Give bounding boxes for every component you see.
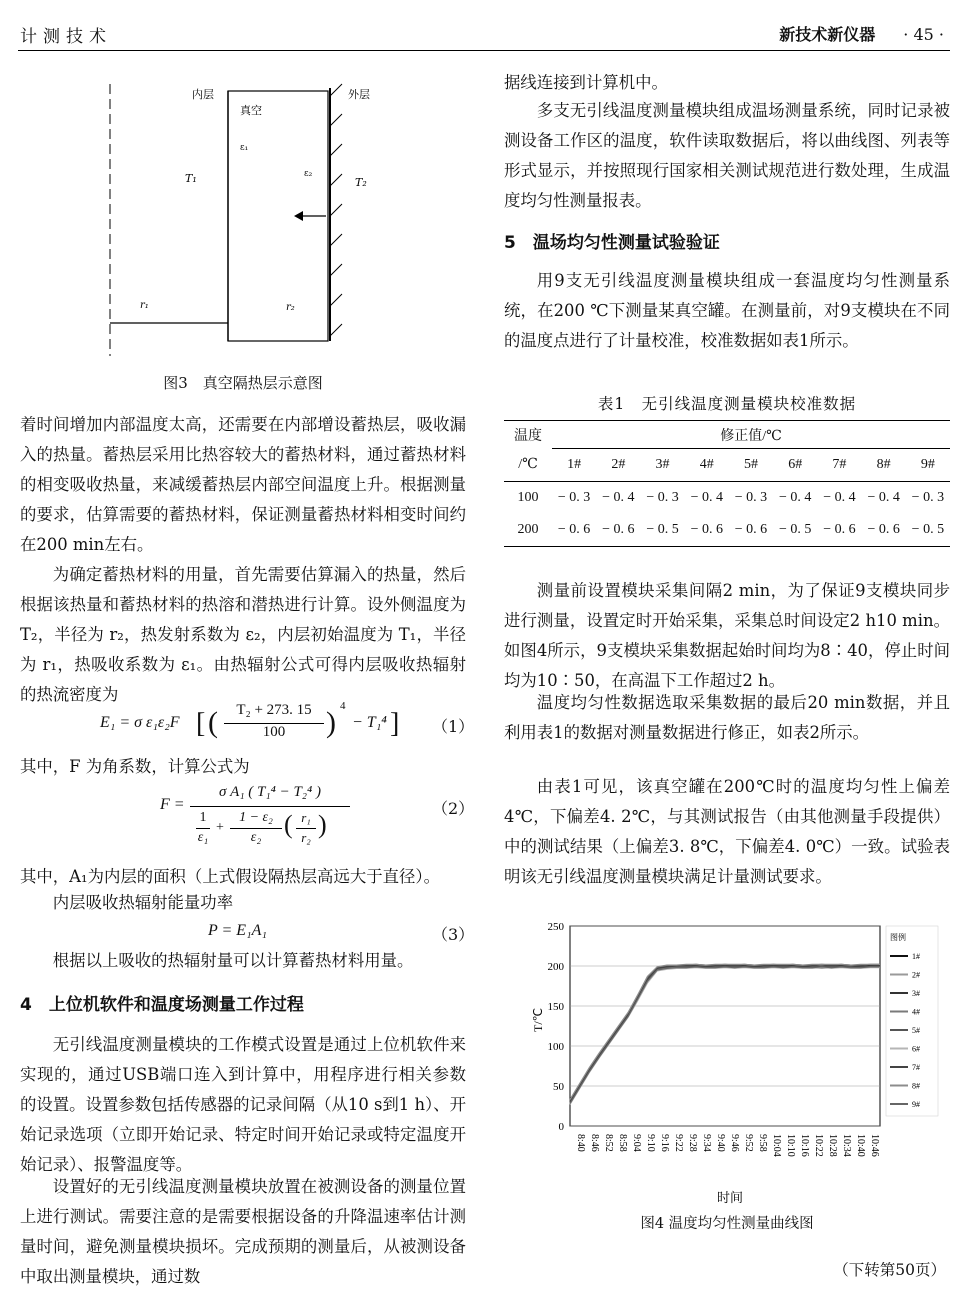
table-col-header: 7# bbox=[832, 456, 847, 472]
equation-3-number: （3） bbox=[432, 925, 475, 944]
right-paragraph-4: 测量前设置模块采集间隔2 min，为了保证9支模块同步进行测量，设置定时开始采集，采集总时间设定2 h10 min。如图4所示，9支模块采集数据起始时间均为8∶40，停止时间均为10∶50，在高温下工作超过2 h。 bbox=[504, 581, 950, 690]
x-tick-label: 10:40 bbox=[855, 1134, 866, 1157]
header-rule bbox=[18, 50, 950, 51]
table-cell: − 0. 4 bbox=[823, 489, 856, 505]
table-cell: − 0. 6 bbox=[734, 521, 768, 537]
table-cell: − 0. 5 bbox=[646, 521, 679, 537]
x-tick-label: 8:40 bbox=[575, 1134, 586, 1152]
legend-label: 2# bbox=[912, 970, 920, 980]
x-tick-label: 9:46 bbox=[729, 1134, 740, 1152]
legend-title: 图例 bbox=[890, 933, 906, 942]
table-row bbox=[504, 514, 950, 546]
x-tick-label: 9:16 bbox=[659, 1134, 670, 1152]
x-tick-label: 9:52 bbox=[743, 1134, 754, 1152]
table-cell: − 0. 6 bbox=[823, 521, 856, 537]
table-col-header: 3# bbox=[655, 456, 670, 472]
table-column-headers bbox=[504, 449, 950, 481]
left-paragraph-6: 根据以上吸收的热辐射量可以计算蓄热材料用量。 bbox=[52, 951, 414, 970]
label-e1: ε₁ bbox=[240, 143, 249, 153]
table-col-header: 9# bbox=[920, 456, 935, 472]
table-col-header: 6# bbox=[788, 456, 803, 472]
right-paragraph-3: 用9支无引线温度测量模块组成一套温度均匀性测量系统，在200 ℃下测量某真空罐。在测量前，对9支模块在不同的温度点进行了计量校准，校准数据如表1所示。 bbox=[504, 271, 950, 350]
table-row bbox=[504, 482, 950, 514]
x-tick-label: 10:46 bbox=[869, 1134, 880, 1157]
journal-name: 计测技术 bbox=[20, 27, 112, 47]
table-cell: − 0. 4 bbox=[602, 489, 635, 505]
x-tick-label: 10:28 bbox=[827, 1134, 838, 1157]
table-header-temp: 温度 /℃ bbox=[504, 421, 552, 481]
legend-label: 5# bbox=[912, 1026, 920, 1035]
plot-frame bbox=[570, 926, 880, 1126]
left-paragraph-4: 其中，A₁为内层的面积（上式假设隔热层高远大于直径）。 bbox=[20, 867, 440, 886]
x-tick-label: 9:10 bbox=[645, 1134, 656, 1152]
table-cell: − 0. 3 bbox=[646, 489, 679, 505]
series-line-6# bbox=[570, 968, 880, 1105]
x-tick-label: 8:46 bbox=[589, 1134, 600, 1152]
y-tick-label: 250 bbox=[547, 921, 564, 933]
calibration-table bbox=[504, 420, 950, 547]
x-tick-label: 10:34 bbox=[841, 1134, 852, 1157]
table-cell: − 0. 4 bbox=[867, 489, 900, 505]
table-header-correction: 修正值/℃ bbox=[552, 421, 950, 449]
section-5-heading: 5 温场均匀性测量试验验证 bbox=[504, 233, 720, 253]
equation-2-number: （2） bbox=[432, 799, 475, 818]
left-paragraph-3: 其中，F 为角系数，计算公式为 bbox=[20, 757, 250, 776]
x-tick-label: 9:58 bbox=[757, 1134, 768, 1152]
x-tick-label: 9:40 bbox=[715, 1134, 726, 1152]
label-inner: 内层 bbox=[192, 88, 214, 101]
legend-label: 3# bbox=[912, 989, 920, 998]
x-tick-label: 8:52 bbox=[603, 1134, 614, 1152]
series-line-9# bbox=[570, 967, 880, 1104]
table-cell: − 0. 3 bbox=[734, 489, 768, 505]
y-tick-label: 0 bbox=[558, 1121, 564, 1133]
table-cell: − 0. 6 bbox=[602, 521, 635, 537]
table-cell-temp: 100 bbox=[517, 489, 539, 505]
table-col-header: 1# bbox=[567, 456, 582, 472]
equation-1-number: （1） bbox=[432, 717, 475, 736]
legend-label: 9# bbox=[912, 1100, 920, 1109]
x-tick-label: 9:28 bbox=[687, 1134, 698, 1152]
y-tick-label: 150 bbox=[547, 1001, 564, 1013]
label-r2: r₂ bbox=[286, 302, 295, 313]
table-1-title: 表1 无引线温度测量模块校准数据 bbox=[597, 395, 857, 413]
table-cell: − 0. 5 bbox=[911, 521, 945, 537]
y-tick-label: 100 bbox=[547, 1041, 564, 1053]
temperature-uniformity-chart bbox=[522, 916, 942, 1206]
left-paragraph-5: 内层吸收热辐射能量功率 bbox=[52, 893, 234, 912]
table-cell: − 0. 6 bbox=[557, 521, 591, 537]
section-header bbox=[779, 22, 944, 45]
label-vacuum: 真空 bbox=[240, 104, 262, 117]
y-tick-label: 200 bbox=[547, 961, 564, 973]
x-tick-label: 10:16 bbox=[799, 1134, 810, 1157]
table-cell-temp: 200 bbox=[517, 521, 539, 537]
table-cell: − 0. 3 bbox=[911, 489, 945, 505]
label-outer: 外层 bbox=[348, 88, 370, 101]
legend-label: 8# bbox=[912, 1081, 920, 1091]
table-cell: − 0. 6 bbox=[867, 521, 900, 537]
left-paragraph-2: 为确定蓄热材料的用量，首先需要估算漏入的热量，然后根据该热量和蓄热材料的热溶和潜热进行计算。设外侧温度为 T₂，半径为 r₂，热发射系数为 ε₂，内层初始温度为 T₁，半径为 r₁，热吸收系数为 ε₁。由热辐射公式可得内层吸收热辐射的热流密度为 bbox=[20, 565, 466, 704]
table-cell: − 0. 4 bbox=[779, 489, 812, 505]
x-tick-label: 9:22 bbox=[673, 1134, 684, 1152]
label-e2: ε₂ bbox=[304, 169, 313, 179]
x-axis-label: 时间 bbox=[717, 1191, 744, 1206]
y-tick-label: 50 bbox=[553, 1081, 564, 1093]
label-t2: T₂ bbox=[355, 176, 367, 189]
section-4-heading: 4 上位机软件和温度场测量工作过程 bbox=[20, 995, 304, 1015]
x-tick-label: 10:22 bbox=[813, 1134, 824, 1157]
right-paragraph-1: 据线连接到计算机中。 bbox=[504, 73, 668, 92]
x-tick-label: 10:04 bbox=[771, 1134, 782, 1157]
right-paragraph-6: 由表1可见，该真空罐在200℃时的温度均匀性上偏差4℃，下偏差4. 2℃，与其测试报告（由其他测量手段提供）中的测试结果（上偏差3. 8℃，下偏差4. 0℃）一致。试验表明该无引线温度测量模块满足计量测试要求。 bbox=[504, 777, 950, 886]
section-name: 新技术新仪器 bbox=[779, 25, 876, 44]
x-tick-label: 8:58 bbox=[617, 1134, 628, 1152]
left-paragraph-1: 着时间增加内部温度太高，还需要在内部增设蓄热层，吸收漏入的热量。蓄热层采用比热容较大的蓄热材料，通过蓄热材料的相变吸收热量，来减缓蓄热层内部空间温度上升。根据测量的要求，估算需要的蓄热材料，保证测量蓄热材料相变时间约在200 min左右。 bbox=[20, 415, 466, 554]
label-r1: r₁ bbox=[140, 300, 149, 311]
legend-label: 1# bbox=[912, 952, 920, 961]
left-paragraph-8: 设置好的无引线温度测量模块放置在被测设备的测量位置上进行测试。需要注意的是需要根据设备的升降温速率估计测量时间，避免测量模块损坏。完成预期的测量后，从被测设备中取出测量模块，通过数 bbox=[20, 1177, 466, 1286]
x-tick-label: 10:10 bbox=[785, 1134, 796, 1157]
x-tick-label: 9:34 bbox=[701, 1134, 712, 1152]
table-col-header: 5# bbox=[743, 456, 758, 472]
left-paragraph-7: 无引线温度测量模块的工作模式设置是通过上位机软件来实现的，通过USB端口连入到计算中，用程序进行相关参数的设置。设置参数包括传感器的记录间隔（从10 s到1 h）、开始记录选项（立即开始记录、特定时间开始记录或特定温度开始记录）、报警温度等。 bbox=[20, 1035, 466, 1174]
table-col-header: 8# bbox=[876, 456, 891, 472]
equation-2: F = σ A₁ ( T₁⁴ − T₂⁴ ) 1 ε₁ + 1 − ε₂ ε₂ ( r₁ r₂ ) bbox=[160, 784, 360, 860]
continued-note: （下转第50页） bbox=[833, 1261, 946, 1279]
legend-label: 7# bbox=[912, 1063, 920, 1072]
figure-3-diagram bbox=[20, 76, 466, 372]
label-t1: T₁ bbox=[185, 172, 197, 185]
table-cell: − 0. 6 bbox=[690, 521, 723, 537]
right-paragraph-2: 多支无引线温度测量模块组成温场测量系统，同时记录被测设备工作区的温度，软件读取数据后，将以曲线图、列表等形式显示，并按照现行国家相关测试规范进行数处理，生成温度均匀性测量报表。 bbox=[504, 101, 950, 210]
table-cell: − 0. 3 bbox=[557, 489, 591, 505]
series-line-2# bbox=[570, 967, 880, 1104]
right-paragraph-5: 温度均匀性数据选取采集数据的最后20 min数据，并且利用表1的数据对测量数据进行修正，如表2所示。 bbox=[504, 693, 950, 742]
figure-3-caption: 图3 真空隔热层示意图 bbox=[163, 374, 323, 392]
figure-4-caption: 图4 温度均匀性测量曲线图 bbox=[640, 1216, 814, 1232]
table-col-header: 4# bbox=[699, 456, 714, 472]
table-cell: − 0. 5 bbox=[779, 521, 812, 537]
y-axis-label: T/℃ bbox=[531, 1007, 545, 1032]
legend-label: 6# bbox=[912, 1044, 920, 1054]
table-cell: − 0. 4 bbox=[690, 489, 723, 505]
equation-3: P = E₁A₁ bbox=[208, 922, 267, 939]
legend-label: 4# bbox=[912, 1007, 920, 1017]
table-col-header: 2# bbox=[611, 456, 626, 472]
x-tick-label: 9:04 bbox=[631, 1134, 642, 1152]
equation-1: E₁ = σ ε₁ε₂F [ ( T₂ + 273. 15 100 ) 4 − T₁⁴ ] bbox=[100, 700, 400, 740]
page-number: · 45 · bbox=[903, 25, 944, 44]
